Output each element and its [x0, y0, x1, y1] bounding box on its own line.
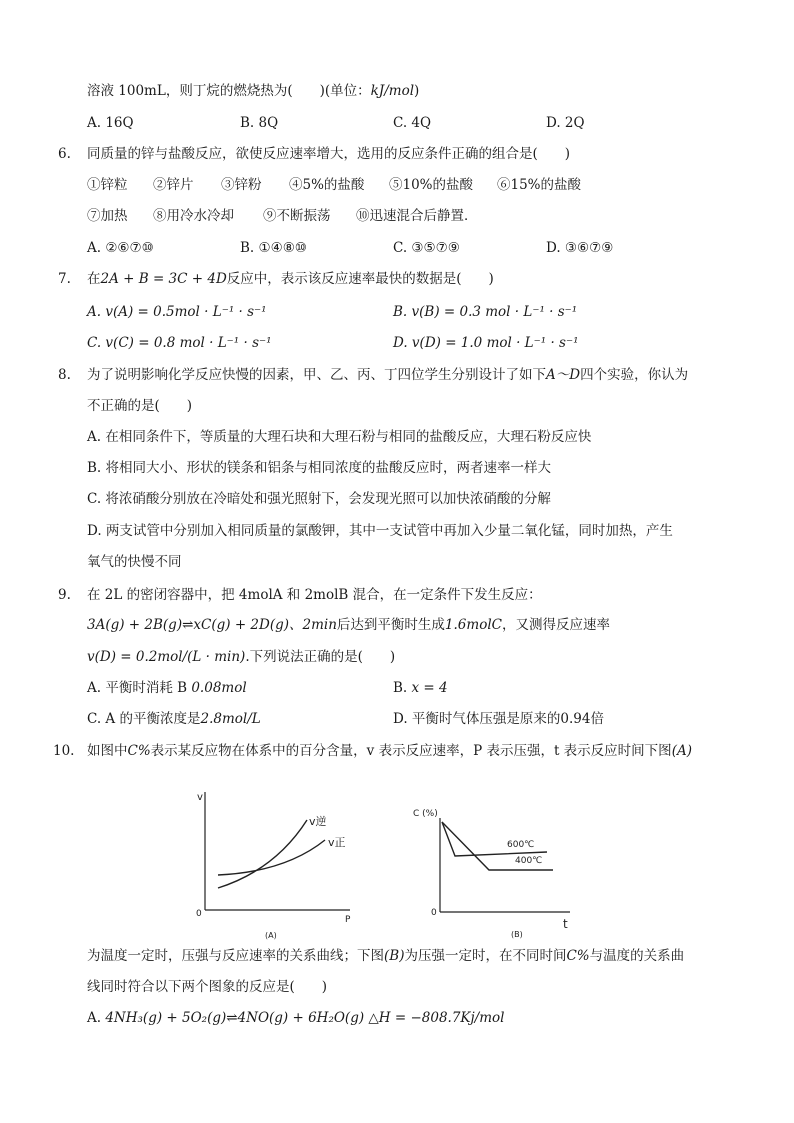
- q9-stem-line3: [87, 648, 395, 666]
- figure-a-curve-v-forward: [218, 840, 325, 875]
- figure-b-curve2-label: 400℃: [515, 856, 543, 866]
- q8-stem-post: 四个实验，你认为: [580, 367, 689, 383]
- q5-tail-text: 溶液 100mL，则丁烷的燃烧热为( )(单位：: [87, 83, 371, 99]
- q8-stem-pre: 为了说明影响化学反应快慢的因素，甲、乙、丙、丁四位学生分别设计了如下: [87, 367, 546, 383]
- figure-a-origin: 0: [196, 909, 202, 919]
- q6-cond-8: ⑧用冷水冷却: [153, 208, 234, 224]
- q9-option-d[interactable]: D. 平衡时气体压强是原来的0.94倍: [393, 711, 604, 727]
- q6-option-a[interactable]: A. ②⑥⑦⑩: [87, 240, 154, 256]
- figure-b-x-label: t: [563, 917, 568, 931]
- q7-equation: 2A + B = 3C + 4D: [100, 271, 227, 287]
- q9-stem2-end: ，又测得反应速率: [501, 617, 610, 633]
- q6-cond-5: ⑤10%的盐酸: [389, 177, 474, 193]
- q7-option-b[interactable]: B. v(B) = 0.3 mol · L⁻¹ · s⁻¹: [393, 304, 578, 320]
- q7-stem-pre: 在: [87, 271, 101, 287]
- q10-option-a-label: A.: [87, 1010, 106, 1026]
- figure-a: [185, 780, 385, 950]
- q6-option-c[interactable]: C. ③⑤⑦⑨: [393, 240, 460, 256]
- q10-stem2-pre: 为温度一定时，压强与反应速率的关系曲线；下图: [87, 948, 384, 964]
- q6-cond-3: ③锌粉: [221, 177, 262, 193]
- q9-equation: 3A(g) + 2B(g)⇌xC(g) + 2D(g)、2min: [87, 617, 337, 633]
- figure-a-curve2-label: v正: [328, 836, 346, 849]
- q9-option-a-val: 0.08mol: [191, 680, 247, 696]
- q8-stem-line2: 不正确的是( ): [87, 398, 193, 414]
- q6-cond-9: ⑨不断振荡: [263, 208, 331, 224]
- q6-stem: 同质量的锌与盐酸反应，欲使反应速率增大，选用的反应条件正确的组合是( ): [87, 146, 571, 162]
- q8-stem-math: A～D: [546, 367, 581, 383]
- q6-cond-10: ⑩迅速混合后静置．: [356, 208, 478, 224]
- q6-cond-6: ⑥15%的盐酸: [497, 177, 582, 193]
- q9-number: 9.: [58, 587, 71, 603]
- q10-option-a[interactable]: [87, 1009, 504, 1027]
- q8-option-c[interactable]: C. 将浓硝酸分别放在冷暗处和强光照射下，会发现光照可以加快浓硝酸的分解: [87, 491, 551, 507]
- q6-cond-1: ①锌粒: [87, 177, 128, 193]
- figure-b-y-label: C (%): [413, 809, 438, 819]
- q5-option-c[interactable]: C. 4Q: [393, 115, 432, 131]
- q6-option-d[interactable]: D. ③⑥⑦⑨: [546, 240, 614, 256]
- q9-rate: v(D) = 0.2mol/(L · min): [87, 649, 246, 665]
- q10-number: 10.: [53, 743, 75, 759]
- q10-option-a-equation: 4NH₃(g) + 5O₂(g)⇌4NO(g) + 6H₂O(g) △H = −808.7Kj/mol: [105, 1010, 505, 1026]
- q5-option-d[interactable]: D. 2Q: [546, 115, 585, 131]
- q7-number: 7.: [58, 271, 71, 287]
- q10-stem1-pre: 如图中: [87, 743, 128, 759]
- figure-b: [405, 780, 585, 950]
- figure-b-origin: 0: [431, 908, 437, 918]
- q9-option-a-text: A. 平衡时消耗 B: [87, 680, 192, 696]
- q10-stem1-math: C%: [127, 743, 151, 759]
- figure-b-caption: (B): [511, 930, 523, 939]
- q9-stem-line2: [87, 616, 610, 634]
- q6-option-b[interactable]: B. ①④⑧⑩: [240, 240, 307, 256]
- q5-tail-end: ): [414, 83, 420, 99]
- q10-stem2-post: 与温度的关系曲: [589, 948, 685, 964]
- figure-a-y-label: v: [197, 792, 203, 803]
- q10-stem2-mid: 为压强一定时，在不同时间: [404, 948, 567, 964]
- q10-stem-line3: 线同时符合以下两个图象的反应是( ): [87, 979, 328, 995]
- q9-option-b-text: B.: [393, 680, 412, 696]
- q10-stem2-math: (B): [384, 948, 405, 964]
- q9-option-c-text: C. A 的平衡浓度是: [87, 711, 201, 727]
- q9-option-c[interactable]: [87, 710, 261, 728]
- q8-option-d-cont: 氧气的快慢不同: [87, 554, 182, 570]
- q10-stem1-end: (A): [671, 743, 692, 759]
- q7-option-a[interactable]: A. v(A) = 0.5mol · L⁻¹ · s⁻¹: [87, 304, 267, 320]
- q10-stem1-post: 表示某反应物在体系中的百分含量，v 表示反应速率，P 表示压强，t 表示反应时间下图: [150, 743, 672, 759]
- q9-stem2-post: 后达到平衡时生成: [336, 617, 445, 633]
- q7-stem-post: 反应中，表示该反应速率最快的数据是( ): [226, 271, 494, 287]
- q5-option-a[interactable]: A. 16Q: [87, 115, 134, 131]
- q10-stem-line1: [87, 742, 692, 760]
- q10-stem-line2: [87, 947, 684, 965]
- figure-a-curve-v-reverse: [218, 820, 307, 888]
- q9-amount: 1.6molC: [444, 617, 502, 633]
- q6-cond-2: ②锌片: [153, 177, 194, 193]
- figure-a-x-label: P: [345, 915, 351, 925]
- q6-cond-4: ④5%的盐酸: [289, 177, 365, 193]
- q9-option-a[interactable]: [87, 679, 247, 697]
- q5-unit: kJ/mol: [370, 83, 415, 99]
- q6-number: 6.: [58, 146, 71, 162]
- figure-a-caption: (A): [265, 931, 277, 940]
- q8-option-b[interactable]: B. 将相同大小、形状的镁条和铝条与相同浓度的盐酸反应时，两者速率一样大: [87, 460, 552, 476]
- q9-option-b-val: x = 4: [411, 680, 448, 696]
- q8-stem-line1: [87, 366, 688, 384]
- q9-stem-line1: 在 2L 的密闭容器中，把 4molA 和 2molB 混合，在一定条件下发生反应：: [87, 587, 542, 603]
- q8-number: 8.: [58, 367, 71, 383]
- q6-cond-7: ⑦加热: [87, 208, 128, 224]
- figure-b-curve1-label: 600℃: [507, 840, 535, 850]
- q5-tail: [87, 82, 419, 100]
- q7-option-c[interactable]: C. v(C) = 0.8 mol · L⁻¹ · s⁻¹: [87, 335, 272, 351]
- q7-stem: [87, 270, 494, 288]
- q10-stem2-math2: C%: [566, 948, 590, 964]
- figure-a-curve1-label: v逆: [309, 815, 327, 828]
- q8-option-a[interactable]: A. 在相同条件下，等质量的大理石块和大理石粉与相同的盐酸反应，大理石粉反应快: [87, 429, 592, 445]
- q5-option-b[interactable]: B. 8Q: [240, 115, 279, 131]
- q9-option-b[interactable]: [393, 679, 448, 697]
- q9-stem3-post: .下列说法正确的是( ): [245, 649, 396, 665]
- q8-option-d[interactable]: D. 两支试管中分别加入相同质量的氯酸钾，其中一支试管中再加入少量二氧化锰，同时加热，产生: [87, 523, 673, 539]
- q9-option-c-val: 2.8mol/L: [200, 711, 261, 727]
- q7-option-d[interactable]: D. v(D) = 1.0 mol · L⁻¹ · s⁻¹: [393, 335, 579, 351]
